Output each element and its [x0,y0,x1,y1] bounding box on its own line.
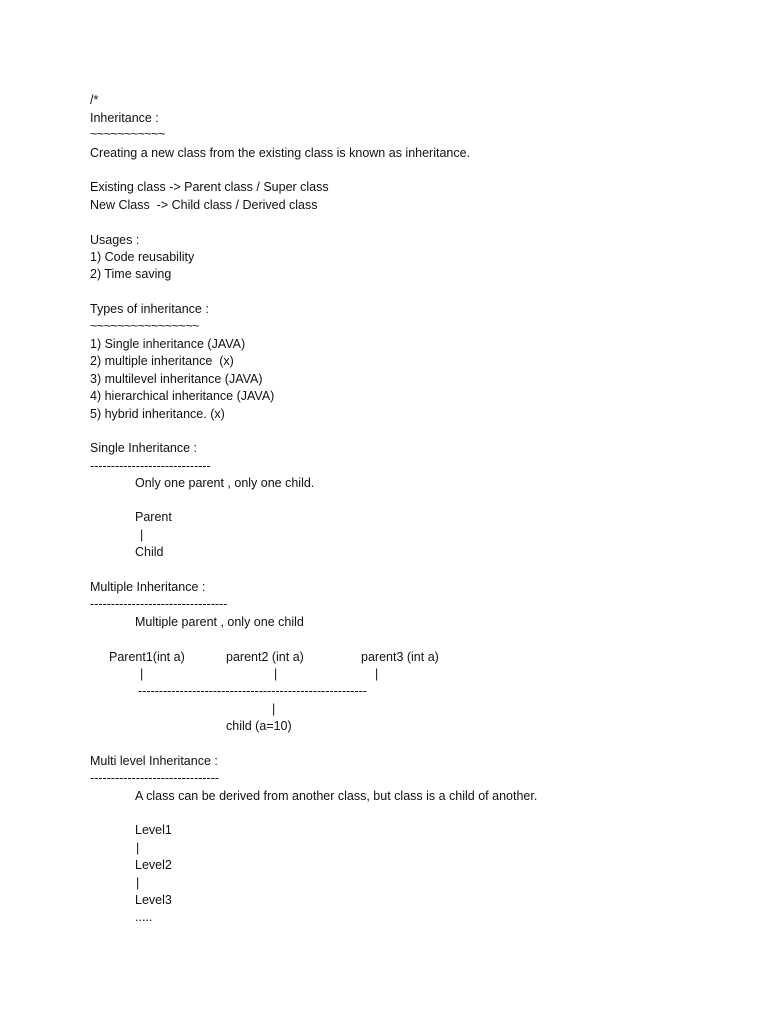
type-item: 1) Single inheritance (JAVA) [90,337,246,351]
multiple-parent1: Parent1(int a) [109,650,185,664]
multiple-description: Multiple parent , only one child [135,615,304,629]
existing-class-line: Existing class -> Parent class / Super class [90,180,329,194]
multilevel-level3: Level3 [135,893,172,907]
multiple-connector: ------------------------------------------------------- [138,684,367,698]
multilevel-underline: ------------------------------- [90,771,220,785]
usages-heading: Usages : [90,233,140,247]
multiple-heading: Multiple Inheritance : [90,580,206,594]
multiple-bar-3: | [375,667,379,681]
inheritance-heading: Inheritance : [90,111,159,125]
multiple-child-bar: | [272,702,276,716]
single-child: Child [135,545,164,559]
inheritance-definition: Creating a new class from the existing class is known as inheritance. [90,146,471,160]
usage-item: 2) Time saving [90,267,172,281]
multiple-underline: --------------------------------- [90,597,228,611]
multiple-parent2: parent2 (int a) [226,650,304,664]
type-item: 2) multiple inheritance (x) [90,354,234,368]
type-item: 5) hybrid inheritance. (x) [90,407,225,421]
new-class-line: New Class -> Child class / Derived class [90,198,318,212]
comment-open: /* [90,93,99,107]
types-heading: Types of inheritance : [90,302,209,316]
multiple-parent3: parent3 (int a) [361,650,439,664]
multiple-child: child (a=10) [226,719,292,733]
multilevel-level2: Level2 [135,858,172,872]
multilevel-ellipsis: ..... [135,910,153,924]
usage-item: 1) Code reusability [90,250,195,264]
multilevel-bar-1: | [136,841,140,855]
type-item: 4) hierarchical inheritance (JAVA) [90,389,275,403]
single-description: Only one parent , only one child. [135,476,315,490]
multiple-bar-2: | [274,667,278,681]
single-heading: Single Inheritance : [90,441,198,455]
single-connector: | [140,528,144,542]
multilevel-bar-2: | [136,876,140,890]
types-underline: ~~~~~~~~~~~~~~~~ [90,319,199,333]
multiple-bar-1: | [140,667,144,681]
multilevel-description: A class can be derived from another class, but class is a child of another. [135,789,538,803]
multilevel-level1: Level1 [135,823,172,837]
single-underline: ----------------------------- [90,459,211,473]
type-item: 3) multilevel inheritance (JAVA) [90,372,263,386]
inheritance-underline: ~~~~~~~~~~~ [90,127,165,141]
multilevel-heading: Multi level Inheritance : [90,754,218,768]
single-parent: Parent [135,510,172,524]
